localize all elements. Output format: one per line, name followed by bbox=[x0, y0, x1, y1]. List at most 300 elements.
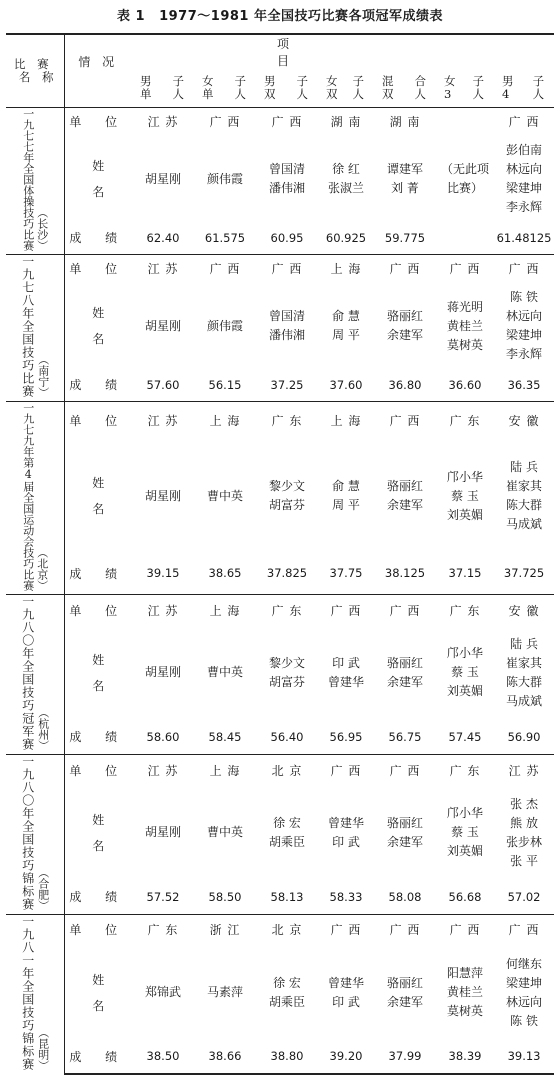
athlete-cell bbox=[132, 136, 194, 222]
unit-label: 单 位 bbox=[64, 754, 132, 786]
unit-cell: 广 西 bbox=[494, 107, 554, 136]
score-label: 成 绩 bbox=[69, 566, 128, 581]
athlete-name: 曹中英 bbox=[206, 488, 243, 503]
score-cell bbox=[436, 222, 494, 254]
athlete-name: 崔家其 bbox=[506, 479, 543, 494]
athlete-cell bbox=[256, 283, 318, 369]
score-cell: 58.45 bbox=[208, 729, 242, 744]
athlete-name: 余建军 bbox=[386, 834, 423, 849]
athlete-name: 莫树英 bbox=[446, 337, 483, 352]
event-header bbox=[256, 69, 318, 107]
athlete-cell bbox=[436, 283, 494, 369]
competition-city: （长沙） bbox=[35, 206, 49, 251]
competition-title: 一九八〇年全国技巧冠军赛 bbox=[20, 594, 35, 751]
athlete-name: 崔家其 bbox=[506, 655, 543, 670]
athlete-name: 潘伟湘 bbox=[268, 181, 305, 196]
athlete-cell bbox=[436, 945, 494, 1039]
athlete-name: 梁建坤 bbox=[506, 181, 543, 196]
athlete-cell bbox=[132, 626, 194, 721]
event-header-line4: 人 bbox=[532, 86, 549, 101]
unit-label: 单 位 bbox=[64, 107, 132, 136]
name-label-top: 姓 bbox=[92, 159, 105, 174]
athlete-cell bbox=[374, 786, 436, 881]
athlete-cell bbox=[494, 283, 554, 369]
champion-results-table bbox=[6, 33, 554, 1075]
athlete-name: 余建军 bbox=[386, 994, 423, 1009]
competition-city: （杭州） bbox=[36, 706, 50, 751]
unit-cell: 广 西 bbox=[194, 254, 256, 283]
event-header-line4: 人 bbox=[234, 86, 250, 101]
unit-cell: 广 西 bbox=[374, 254, 436, 283]
athlete-name: 印 武 bbox=[332, 834, 360, 849]
athlete-name: 黎少文 bbox=[268, 479, 305, 494]
unit-label: 单 位 bbox=[64, 401, 132, 439]
unit-row bbox=[6, 914, 554, 945]
score-cell: 58.08 bbox=[388, 889, 422, 904]
athlete-name: 曾建华 bbox=[327, 815, 364, 830]
unit-label: 单 位 bbox=[64, 914, 132, 945]
athlete-name: 梁建坤 bbox=[506, 328, 543, 343]
score-cell: 38.65 bbox=[208, 566, 242, 581]
score-cell: 37.75 bbox=[329, 566, 363, 581]
unit-cell: 广 西 bbox=[374, 754, 436, 786]
unit-cell: 广 西 bbox=[318, 914, 374, 945]
event-header-line3: 4 bbox=[502, 86, 514, 101]
corner-header bbox=[6, 34, 64, 107]
unit-cell: 广 西 bbox=[256, 107, 318, 136]
unit-label: 单 位 bbox=[64, 594, 132, 626]
athlete-name: 刘英媚 bbox=[446, 507, 483, 522]
name-label bbox=[64, 283, 132, 369]
score-cell: 36.80 bbox=[388, 377, 422, 392]
unit-cell: 江 苏 bbox=[132, 754, 194, 786]
score-cell: 57.02 bbox=[507, 889, 541, 904]
name-label bbox=[64, 136, 132, 222]
score-cell: 57.52 bbox=[146, 889, 180, 904]
athlete-cell bbox=[374, 439, 436, 553]
score-cell: 37.825 bbox=[266, 566, 308, 581]
event-header bbox=[374, 69, 436, 107]
score-cell: 56.90 bbox=[507, 729, 541, 744]
event-header-line2: 合 bbox=[414, 73, 430, 88]
athlete-name: 张淑兰 bbox=[327, 181, 364, 196]
event-header-line3: 双 bbox=[326, 86, 342, 101]
athlete-name: 陈大群 bbox=[506, 674, 543, 689]
score-label: 成 绩 bbox=[69, 890, 128, 905]
event-header bbox=[194, 69, 256, 107]
athlete-name: 陈大群 bbox=[506, 498, 543, 513]
athlete-cell bbox=[194, 945, 256, 1039]
athlete-name: 曾建华 bbox=[327, 674, 364, 689]
athlete-name: 胡星刚 bbox=[144, 825, 181, 840]
athlete-name: 印 武 bbox=[332, 655, 360, 670]
unit-row bbox=[6, 254, 554, 283]
unit-label: 单 位 bbox=[64, 254, 132, 283]
athlete-name: 刘英媚 bbox=[446, 844, 483, 859]
athlete-name: 颜伟霞 bbox=[206, 171, 243, 186]
unit-row bbox=[6, 107, 554, 136]
event-header-line4: 人 bbox=[352, 86, 368, 101]
athlete-name: 刘英媚 bbox=[446, 684, 483, 699]
unit-cell: 安 徽 bbox=[494, 401, 554, 439]
athlete-name: 余建军 bbox=[386, 674, 423, 689]
event-header bbox=[436, 69, 494, 107]
athlete-name: 比赛） bbox=[446, 181, 483, 196]
athlete-name: 林远向 bbox=[506, 994, 543, 1009]
athlete-cell bbox=[318, 786, 374, 881]
score-row bbox=[6, 369, 554, 401]
score-cell: 37.99 bbox=[374, 1040, 436, 1074]
unit-row bbox=[6, 401, 554, 439]
athlete-cell bbox=[436, 626, 494, 721]
athlete-name: 俞 慧 bbox=[332, 309, 360, 324]
event-header-line1: 男 bbox=[140, 73, 156, 88]
event-header-line3: 单 bbox=[202, 86, 218, 101]
athlete-name: 曾国清 bbox=[268, 309, 305, 324]
athlete-name: 胡星刚 bbox=[144, 488, 181, 503]
athlete-name: 胡富芬 bbox=[268, 674, 305, 689]
event-header-line4: 人 bbox=[472, 86, 488, 101]
competition-title: 一九七七年全国体操技巧比赛 bbox=[21, 107, 35, 251]
event-header-line3: 单 bbox=[140, 86, 156, 101]
unit-cell: 上 海 bbox=[194, 401, 256, 439]
score-cell: 56.68 bbox=[448, 889, 482, 904]
event-header-line2: 子 bbox=[172, 73, 188, 88]
athlete-cell bbox=[256, 439, 318, 553]
competition-city: （昆明） bbox=[36, 1026, 50, 1071]
table-number: 表 1 bbox=[117, 9, 146, 24]
athlete-name: 陈 铁 bbox=[510, 290, 538, 305]
name-label-bottom: 名 bbox=[92, 998, 105, 1013]
unit-cell: 上 海 bbox=[194, 754, 256, 786]
event-header bbox=[132, 69, 194, 107]
unit-cell: 上 海 bbox=[318, 254, 374, 283]
athlete-name: 胡乘臣 bbox=[268, 994, 305, 1009]
event-header bbox=[318, 69, 374, 107]
athlete-name: 张 平 bbox=[510, 853, 538, 868]
athlete-name: 潘伟湘 bbox=[268, 328, 305, 343]
name-label-top: 姓 bbox=[92, 652, 105, 667]
score-cell: 56.75 bbox=[388, 729, 422, 744]
athlete-name: 张步林 bbox=[506, 834, 543, 849]
name-row bbox=[6, 136, 554, 222]
event-header-line1: 男 bbox=[502, 73, 518, 88]
athlete-name: 胡星刚 bbox=[144, 665, 181, 680]
athlete-cell bbox=[256, 786, 318, 881]
athlete-name: 徐 宏 bbox=[273, 815, 301, 830]
athlete-cell bbox=[374, 626, 436, 721]
score-cell: 38.80 bbox=[256, 1040, 318, 1074]
name-label-top: 姓 bbox=[92, 972, 105, 987]
athlete-cell bbox=[494, 945, 554, 1039]
unit-row bbox=[6, 594, 554, 626]
unit-row bbox=[6, 754, 554, 786]
unit-cell bbox=[436, 107, 494, 136]
score-cell: 58.60 bbox=[146, 729, 180, 744]
score-cell: 37.15 bbox=[448, 566, 482, 581]
unit-cell: 上 海 bbox=[318, 401, 374, 439]
athlete-name: 曾国清 bbox=[268, 162, 305, 177]
athlete-cell bbox=[494, 786, 554, 881]
athlete-name: 曹中英 bbox=[206, 665, 243, 680]
athlete-name: 何继东 bbox=[506, 956, 543, 971]
unit-cell: 上 海 bbox=[194, 594, 256, 626]
score-row bbox=[6, 720, 554, 754]
competition-name bbox=[6, 254, 64, 401]
athlete-name: 林远向 bbox=[506, 309, 543, 324]
score-cell: 58.50 bbox=[208, 889, 242, 904]
unit-cell: 江 苏 bbox=[132, 107, 194, 136]
athlete-name: 彭伯南 bbox=[506, 143, 543, 158]
athlete-name: 蔡 玉 bbox=[451, 825, 479, 840]
athlete-name: 骆丽红 bbox=[386, 309, 423, 324]
unit-cell: 广 东 bbox=[132, 914, 194, 945]
event-header-line3: 双 bbox=[264, 86, 280, 101]
athlete-cell bbox=[494, 136, 554, 222]
score-cell: 56.15 bbox=[208, 377, 242, 392]
athlete-name: 刘 菁 bbox=[391, 181, 419, 196]
score-cell: 56.95 bbox=[329, 729, 363, 744]
score-cell: 57.45 bbox=[448, 729, 482, 744]
athlete-name: 熊 放 bbox=[510, 815, 538, 830]
athlete-cell bbox=[494, 626, 554, 721]
table-caption: 1977～1981 年全国技巧比赛各项冠军成绩表 bbox=[159, 9, 443, 24]
event-header-line1: 男 bbox=[264, 73, 280, 88]
score-cell: 38.50 bbox=[132, 1040, 194, 1074]
name-label-top: 姓 bbox=[92, 812, 105, 827]
athlete-name: 莫树英 bbox=[446, 1004, 483, 1019]
score-cell: 58.13 bbox=[270, 889, 304, 904]
score-cell: 38.39 bbox=[436, 1040, 494, 1074]
athlete-cell bbox=[436, 786, 494, 881]
athlete-cell bbox=[132, 283, 194, 369]
unit-cell: 广 东 bbox=[436, 594, 494, 626]
score-cell: 37.725 bbox=[503, 566, 545, 581]
athlete-name: 陈 铁 bbox=[510, 1013, 538, 1028]
athlete-name: 周 平 bbox=[332, 498, 360, 513]
athlete-name: 胡星刚 bbox=[144, 171, 181, 186]
score-cell: 36.35 bbox=[507, 377, 541, 392]
name-label-bottom: 名 bbox=[92, 185, 105, 200]
unit-cell: 广 西 bbox=[374, 594, 436, 626]
event-header-line2: 子 bbox=[532, 73, 549, 88]
score-cell: 57.60 bbox=[146, 377, 180, 392]
event-header-line1: 混 bbox=[382, 73, 398, 88]
competition-name bbox=[6, 401, 64, 594]
competition-name bbox=[6, 594, 64, 754]
athlete-name: 马素萍 bbox=[206, 985, 243, 1000]
athlete-name: 俞 慧 bbox=[332, 479, 360, 494]
name-label-bottom: 名 bbox=[92, 332, 105, 347]
athlete-name: 胡星刚 bbox=[144, 318, 181, 333]
athlete-cell bbox=[194, 786, 256, 881]
athlete-name: 黄桂兰 bbox=[446, 318, 483, 333]
score-cell: 37.60 bbox=[329, 377, 363, 392]
score-label: 成 绩 bbox=[64, 1040, 132, 1074]
event-header-line2: 子 bbox=[352, 73, 368, 88]
situation-header: 情 况 bbox=[64, 34, 132, 107]
competition-title: 一九八一年全国技巧锦标赛 bbox=[20, 914, 35, 1071]
score-cell: 58.33 bbox=[329, 889, 363, 904]
athlete-name: 谭建军 bbox=[386, 162, 423, 177]
competition-name bbox=[6, 914, 64, 1074]
athlete-name: 曾建华 bbox=[327, 975, 364, 990]
athlete-name: 印 武 bbox=[332, 994, 360, 1009]
name-label bbox=[64, 626, 132, 721]
competition-name bbox=[6, 754, 64, 914]
name-label bbox=[64, 786, 132, 881]
name-label bbox=[64, 439, 132, 553]
athlete-cell bbox=[256, 626, 318, 721]
athlete-name: 郑锦武 bbox=[144, 985, 181, 1000]
athlete-cell bbox=[132, 945, 194, 1039]
athlete-name: 阳慧萍 bbox=[446, 966, 483, 981]
athlete-name: 周 平 bbox=[332, 328, 360, 343]
unit-cell: 湖 南 bbox=[374, 107, 436, 136]
athlete-name: 骆丽红 bbox=[386, 975, 423, 990]
unit-cell: 安 徽 bbox=[494, 594, 554, 626]
athlete-name: 陆 兵 bbox=[510, 636, 538, 651]
athlete-cell bbox=[256, 945, 318, 1039]
athlete-name: 胡乘臣 bbox=[268, 834, 305, 849]
score-cell: 37.25 bbox=[270, 377, 304, 392]
unit-cell: 广 西 bbox=[436, 254, 494, 283]
athlete-name: 邝小华 bbox=[446, 469, 483, 484]
score-row bbox=[6, 1040, 554, 1074]
name-label-bottom: 名 bbox=[92, 502, 105, 517]
name-row bbox=[6, 945, 554, 1039]
athlete-name: 梁建坤 bbox=[506, 975, 543, 990]
athlete-cell bbox=[374, 945, 436, 1039]
athlete-name: 余建军 bbox=[386, 328, 423, 343]
unit-cell: 江 苏 bbox=[132, 594, 194, 626]
athlete-name: 马成斌 bbox=[506, 693, 543, 708]
athlete-cell bbox=[318, 945, 374, 1039]
athlete-name: （无此项 bbox=[440, 162, 489, 177]
athlete-name: 颜伟霞 bbox=[206, 318, 243, 333]
athlete-cell bbox=[194, 136, 256, 222]
score-label: 成 绩 bbox=[69, 378, 128, 393]
unit-cell: 广 西 bbox=[318, 594, 374, 626]
unit-cell: 浙 江 bbox=[194, 914, 256, 945]
athlete-name: 林远向 bbox=[506, 162, 543, 177]
competition-name bbox=[6, 107, 64, 254]
name-label-top: 姓 bbox=[92, 476, 105, 491]
competition-title: 一九八〇年全国技巧锦标赛 bbox=[20, 754, 35, 911]
unit-cell: 江 苏 bbox=[132, 254, 194, 283]
name-label-bottom: 名 bbox=[92, 838, 105, 853]
athlete-cell bbox=[194, 283, 256, 369]
competition-title: 一九七八年全国技巧比赛 bbox=[20, 254, 35, 398]
athlete-cell bbox=[194, 439, 256, 553]
score-label: 成 绩 bbox=[69, 730, 128, 745]
event-header-line4: 人 bbox=[414, 86, 430, 101]
competition-title: 一九七九年第4届全国运动会技巧比赛 bbox=[21, 401, 35, 591]
unit-cell: 广 西 bbox=[436, 914, 494, 945]
event-header-line2: 子 bbox=[296, 73, 312, 88]
unit-cell: 广 西 bbox=[318, 754, 374, 786]
name-row bbox=[6, 439, 554, 553]
athlete-cell bbox=[132, 786, 194, 881]
score-row bbox=[6, 222, 554, 254]
athlete-cell bbox=[374, 283, 436, 369]
unit-cell: 广 西 bbox=[374, 914, 436, 945]
athlete-name: 黎少文 bbox=[268, 655, 305, 670]
name-label-top: 姓 bbox=[92, 306, 105, 321]
score-cell: 61.48125 bbox=[496, 230, 552, 245]
athlete-name: 马成斌 bbox=[506, 517, 543, 532]
score-cell: 60.95 bbox=[270, 230, 304, 245]
athlete-name: 骆丽红 bbox=[386, 815, 423, 830]
score-label: 成 绩 bbox=[69, 231, 128, 246]
score-cell: 38.66 bbox=[194, 1040, 256, 1074]
unit-cell: 北 京 bbox=[256, 754, 318, 786]
score-cell: 59.775 bbox=[384, 230, 426, 245]
score-cell: 60.925 bbox=[325, 230, 367, 245]
name-label bbox=[64, 945, 132, 1039]
athlete-cell bbox=[318, 626, 374, 721]
unit-cell: 广 东 bbox=[436, 754, 494, 786]
athlete-cell bbox=[132, 439, 194, 553]
corner-top: 比 赛 bbox=[14, 56, 53, 71]
athlete-name: 徐 红 bbox=[332, 162, 360, 177]
event-header-line2: 子 bbox=[234, 73, 250, 88]
athlete-cell bbox=[318, 439, 374, 553]
athlete-name: 邝小华 bbox=[446, 806, 483, 821]
score-row bbox=[6, 880, 554, 914]
score-cell: 39.13 bbox=[494, 1040, 554, 1074]
unit-cell: 江 苏 bbox=[494, 754, 554, 786]
competition-city: （南宁） bbox=[36, 353, 50, 398]
unit-cell: 广 西 bbox=[494, 254, 554, 283]
event-header-line4: 人 bbox=[296, 86, 312, 101]
athlete-name: 蒋光明 bbox=[446, 299, 483, 314]
unit-cell: 广 东 bbox=[256, 594, 318, 626]
unit-cell: 广 东 bbox=[436, 401, 494, 439]
score-cell: 39.15 bbox=[146, 566, 180, 581]
event-header bbox=[494, 69, 554, 107]
competition-city: （北京） bbox=[35, 546, 49, 591]
score-row bbox=[6, 553, 554, 594]
event-header-line4: 人 bbox=[172, 86, 188, 101]
corner-bottom: 名 称 bbox=[18, 69, 58, 84]
score-cell: 62.40 bbox=[146, 230, 180, 245]
athlete-name: 蔡 玉 bbox=[451, 665, 479, 680]
athlete-name: 张 杰 bbox=[510, 796, 538, 811]
unit-cell: 湖 南 bbox=[318, 107, 374, 136]
athlete-name: 李永辉 bbox=[506, 200, 543, 215]
unit-cell: 北 京 bbox=[256, 914, 318, 945]
athlete-name: 蔡 玉 bbox=[451, 488, 479, 503]
project-header: 项 目 bbox=[132, 34, 554, 69]
athlete-name: 胡富芬 bbox=[268, 498, 305, 513]
score-cell: 38.125 bbox=[384, 566, 426, 581]
name-row bbox=[6, 283, 554, 369]
event-header-line3: 双 bbox=[382, 86, 398, 101]
athlete-cell bbox=[318, 136, 374, 222]
event-header-line1: 女 bbox=[202, 73, 218, 88]
score-cell: 61.575 bbox=[204, 230, 246, 245]
athlete-name: 陆 兵 bbox=[510, 460, 538, 475]
score-cell: 36.60 bbox=[448, 377, 482, 392]
event-header-line1: 女 bbox=[444, 73, 460, 88]
athlete-name: 李永辉 bbox=[506, 347, 543, 362]
athlete-cell bbox=[374, 136, 436, 222]
unit-cell: 广 西 bbox=[194, 107, 256, 136]
athlete-cell bbox=[436, 439, 494, 553]
unit-cell: 广 东 bbox=[256, 401, 318, 439]
table-title bbox=[0, 2, 560, 32]
